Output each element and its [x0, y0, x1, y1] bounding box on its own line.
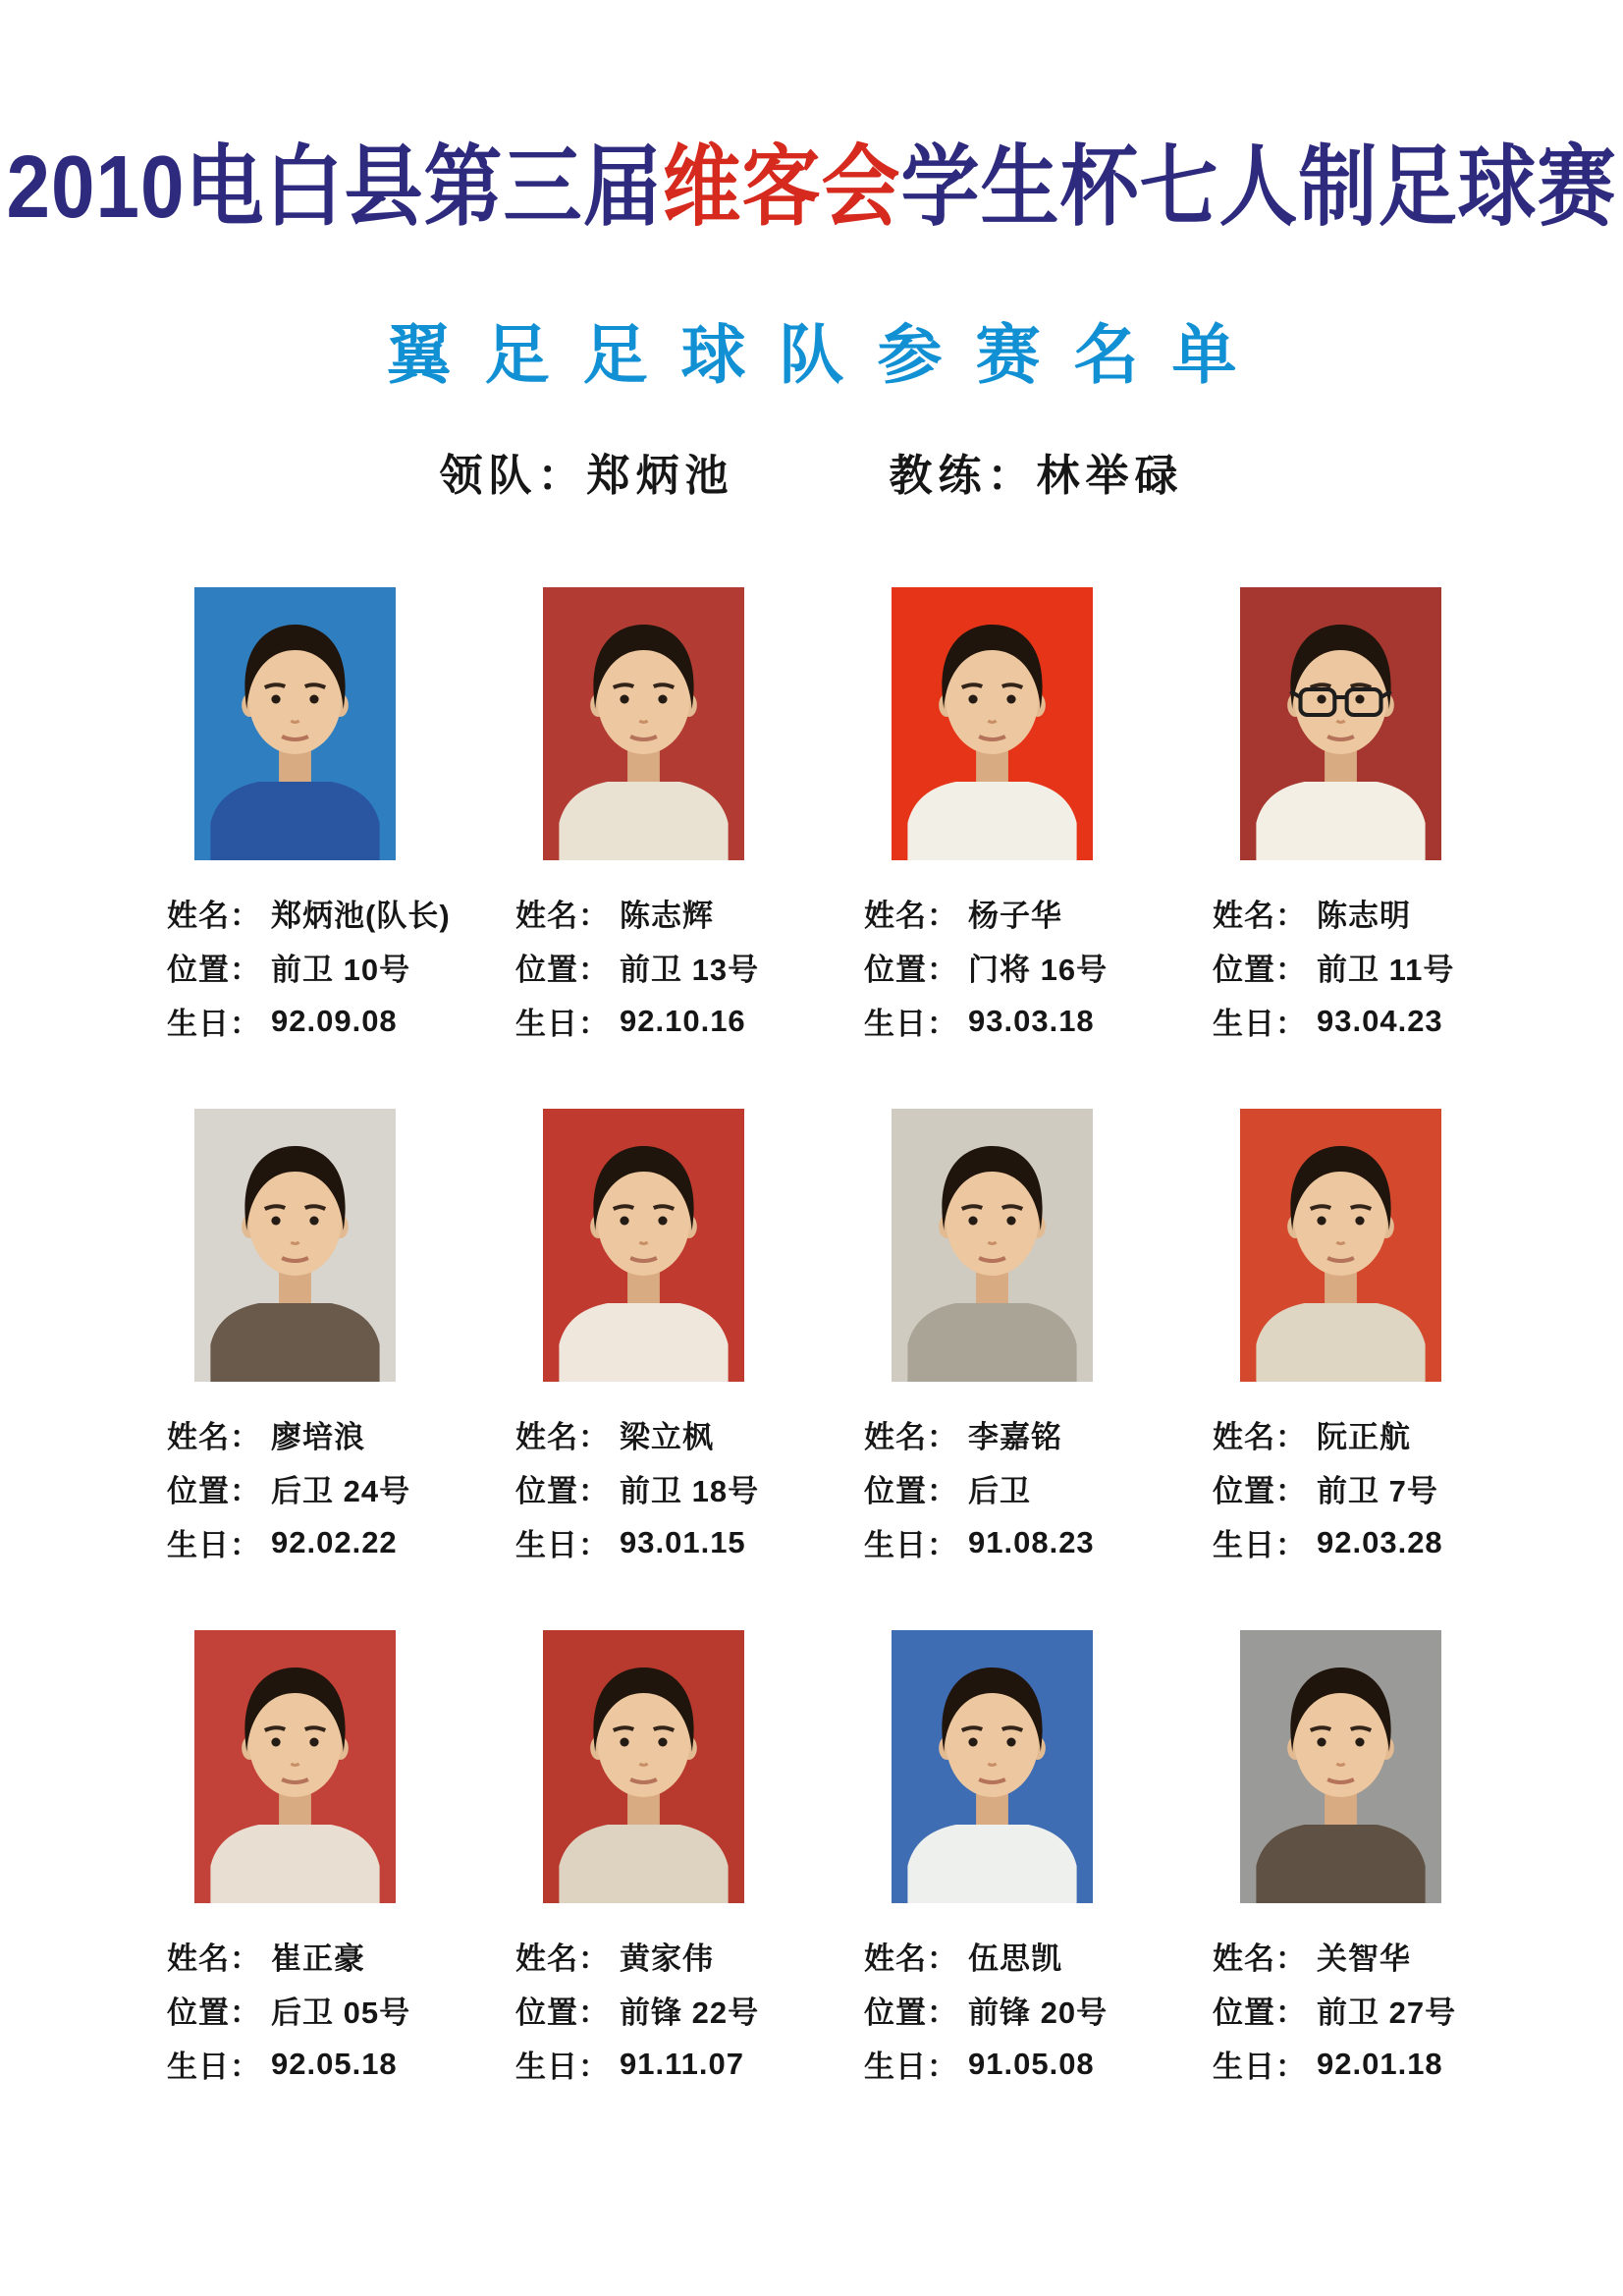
birthday-label: 生日：	[167, 1528, 261, 1562]
player-birthday: 91.11.07	[620, 2046, 744, 2081]
birthday-label: 生日：	[1213, 1007, 1307, 1041]
player-position: 前卫 13号	[620, 953, 760, 987]
birthday-label: 生日：	[864, 1528, 958, 1562]
player-position: 前锋 22号	[620, 1995, 760, 2030]
player-birthday-line	[1213, 2037, 1561, 2091]
birthday-label: 生日：	[167, 1007, 261, 1041]
name-label: 姓名：	[1213, 1420, 1307, 1454]
position-label: 位置：	[864, 953, 958, 987]
player-info	[515, 1929, 864, 2091]
player-name: 伍思凯	[968, 1941, 1062, 1976]
player-photo	[194, 1630, 396, 1903]
player-birthday-line	[515, 2037, 864, 2091]
position-label: 位置：	[515, 1474, 610, 1508]
position-label: 位置：	[167, 1474, 261, 1508]
name-label: 姓名：	[864, 899, 958, 933]
player-info	[864, 1929, 1213, 2091]
player-photo	[892, 1109, 1093, 1382]
player-birthday-line	[1213, 994, 1561, 1048]
position-label: 位置：	[167, 1995, 261, 2030]
player-info	[864, 1407, 1213, 1569]
player-card	[515, 587, 864, 1048]
player-card	[1213, 1630, 1561, 2091]
leader-label: 领队：	[439, 452, 587, 500]
player-name-line	[864, 1929, 1213, 1983]
player-position: 前卫 27号	[1317, 1995, 1457, 2030]
player-photo	[892, 587, 1093, 860]
player-name-line	[1213, 1407, 1561, 1461]
player-name: 杨子华	[968, 899, 1062, 933]
player-info	[1213, 1407, 1561, 1569]
player-name: 关智华	[1317, 1941, 1411, 1976]
position-label: 位置：	[1213, 1995, 1307, 2030]
players-grid	[167, 587, 1561, 2091]
player-birthday: 92.10.16	[620, 1003, 746, 1038]
player-name: 崔正豪	[271, 1941, 365, 1976]
player-position-line	[1213, 940, 1561, 994]
player-name-line	[864, 886, 1213, 940]
birthday-label: 生日：	[1213, 1528, 1307, 1562]
player-birthday: 92.01.18	[1317, 2046, 1443, 2081]
coach-text	[890, 440, 1184, 503]
player-photo	[1240, 1109, 1441, 1382]
player-position-line	[167, 1983, 515, 2037]
birthday-label: 生日：	[515, 2050, 610, 2084]
player-birthday: 92.05.18	[271, 2046, 398, 2081]
player-position-line	[167, 940, 515, 994]
player-position-line	[864, 1983, 1213, 2037]
player-name-line	[1213, 1929, 1561, 1983]
player-birthday-line	[515, 994, 864, 1048]
position-label: 位置：	[864, 1474, 958, 1508]
position-label: 位置：	[864, 1995, 958, 2030]
player-position: 前锋 20号	[968, 1995, 1109, 2030]
player-position-line	[515, 1461, 864, 1515]
player-birthday: 91.08.23	[968, 1524, 1095, 1559]
birthday-label: 生日：	[864, 2050, 958, 2084]
name-label: 姓名：	[864, 1941, 958, 1976]
player-birthday: 92.09.08	[271, 1003, 398, 1038]
title-highlight: 维客会	[662, 137, 901, 237]
birthday-label: 生日：	[864, 1007, 958, 1041]
name-label: 姓名：	[167, 899, 261, 933]
player-position: 前卫 7号	[1317, 1474, 1438, 1508]
name-label: 姓名：	[1213, 899, 1307, 933]
player-card	[515, 1109, 864, 1569]
coach-label: 教练：	[889, 452, 1037, 500]
player-photo	[543, 1109, 744, 1382]
player-photo	[892, 1630, 1093, 1903]
player-info	[1213, 886, 1561, 1048]
title-suffix: 学生杯七人制足球赛	[900, 137, 1617, 237]
player-birthday-line	[167, 1515, 515, 1569]
player-card	[167, 587, 515, 1048]
name-label: 姓名：	[864, 1420, 958, 1454]
player-name-line	[515, 886, 864, 940]
player-name: 廖培浪	[271, 1420, 365, 1454]
player-card	[515, 1630, 864, 2091]
player-info	[1213, 1929, 1561, 2091]
player-name-line	[1213, 886, 1561, 940]
player-card	[1213, 1109, 1561, 1569]
player-card	[864, 587, 1213, 1048]
name-label: 姓名：	[167, 1941, 261, 1976]
player-name: 阮正航	[1317, 1420, 1411, 1454]
player-name: 郑炳池(队长)	[271, 899, 451, 933]
officials-line	[0, 440, 1623, 503]
player-birthday-line	[864, 2037, 1213, 2091]
position-label: 位置：	[1213, 1474, 1307, 1508]
coach-name: 林举碌	[1036, 452, 1184, 500]
position-label: 位置：	[515, 953, 610, 987]
name-label: 姓名：	[1213, 1941, 1307, 1976]
player-card	[864, 1109, 1213, 1569]
player-info	[515, 886, 864, 1048]
player-info	[167, 1929, 515, 2091]
player-info	[515, 1407, 864, 1569]
player-photo	[543, 587, 744, 860]
position-label: 位置：	[167, 953, 261, 987]
player-position-line	[1213, 1461, 1561, 1515]
player-birthday-line	[515, 1515, 864, 1569]
player-name: 陈志辉	[620, 899, 714, 933]
birthday-label: 生日：	[167, 2050, 261, 2084]
birthday-label: 生日：	[1213, 2050, 1307, 2084]
team-subtitle: 翼足足球队参赛名单	[386, 318, 1271, 391]
player-photo	[1240, 1630, 1441, 1903]
player-position-line	[864, 940, 1213, 994]
player-info	[167, 1407, 515, 1569]
player-info	[167, 886, 515, 1048]
player-card	[167, 1630, 515, 2091]
player-name: 陈志明	[1317, 899, 1411, 933]
birthday-label: 生日：	[515, 1528, 610, 1562]
player-name: 梁立枫	[620, 1420, 714, 1454]
player-photo	[543, 1630, 744, 1903]
player-birthday-line	[864, 1515, 1213, 1569]
player-birthday: 92.03.28	[1317, 1524, 1443, 1559]
player-photo	[194, 1109, 396, 1382]
name-label: 姓名：	[515, 899, 610, 933]
player-name-line	[515, 1407, 864, 1461]
player-birthday: 93.01.15	[620, 1524, 746, 1559]
player-birthday-line	[167, 2037, 515, 2091]
player-position: 门将 16号	[968, 953, 1109, 987]
player-position-line	[1213, 1983, 1561, 2037]
player-position-line	[515, 1983, 864, 2037]
player-name: 黄家伟	[620, 1941, 714, 1976]
player-position: 后卫 24号	[271, 1474, 411, 1508]
player-name-line	[167, 1407, 515, 1461]
name-label: 姓名：	[515, 1420, 610, 1454]
player-birthday: 93.03.18	[968, 1003, 1095, 1038]
player-name-line	[864, 1407, 1213, 1461]
name-label: 姓名：	[167, 1420, 261, 1454]
player-birthday-line	[167, 994, 515, 1048]
birthday-label: 生日：	[515, 1007, 610, 1041]
player-birthday-line	[1213, 1515, 1561, 1569]
page-title	[0, 116, 1623, 243]
player-position: 前卫 10号	[271, 953, 411, 987]
player-card	[1213, 587, 1561, 1048]
player-position: 后卫	[968, 1474, 1031, 1508]
player-photo	[1240, 587, 1441, 860]
position-label: 位置：	[1213, 953, 1307, 987]
player-birthday: 93.04.23	[1317, 1003, 1443, 1038]
player-photo	[194, 587, 396, 860]
position-label: 位置：	[515, 1995, 610, 2030]
player-position-line	[864, 1461, 1213, 1515]
player-position: 前卫 11号	[1317, 953, 1455, 987]
player-name-line	[167, 886, 515, 940]
player-info	[864, 886, 1213, 1048]
player-name: 李嘉铭	[968, 1420, 1062, 1454]
player-position: 后卫 05号	[271, 1995, 411, 2030]
player-position-line	[167, 1461, 515, 1515]
player-birthday: 91.05.08	[968, 2046, 1095, 2081]
player-card	[864, 1630, 1213, 2091]
player-birthday-line	[864, 994, 1213, 1048]
name-label: 姓名：	[515, 1941, 610, 1976]
player-position-line	[515, 940, 864, 994]
team-leader-text	[440, 440, 734, 503]
player-birthday: 92.02.22	[271, 1524, 398, 1559]
player-name-line	[167, 1929, 515, 1983]
title-prefix: 2010电白县第三届	[6, 137, 663, 237]
player-card	[167, 1109, 515, 1569]
leader-name: 郑炳池	[586, 452, 734, 500]
player-position: 前卫 18号	[620, 1474, 760, 1508]
player-name-line	[515, 1929, 864, 1983]
